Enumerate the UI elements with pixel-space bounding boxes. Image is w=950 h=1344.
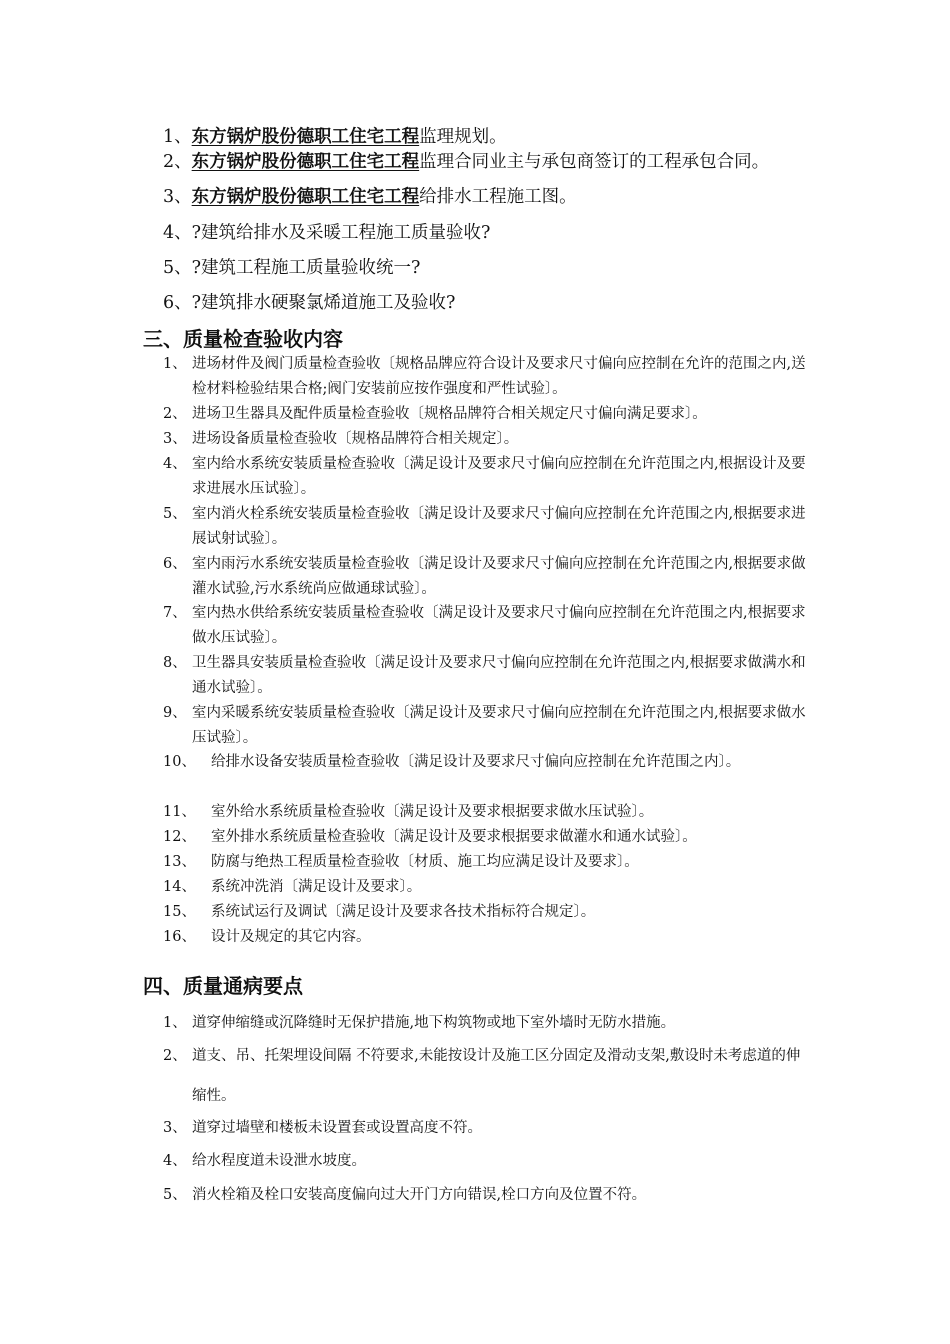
list-item bbox=[163, 825, 813, 850]
item-number: 5、 bbox=[163, 1187, 187, 1203]
list-item bbox=[163, 452, 813, 502]
reference-text: 监理规划。 bbox=[419, 127, 507, 147]
item-text: 进场设备质量检查验收〔规格品牌符合相关规定〕。 bbox=[192, 431, 519, 447]
item-text: 室内给水系统安装质量检查验收〔满足设计及要求尺寸偏向应控制在允许范围之内,根据设计及要求进展水压试验〕。 bbox=[192, 456, 806, 497]
item-number: 14、 bbox=[163, 879, 196, 895]
reference-number: 3、 bbox=[163, 187, 192, 207]
reference-item bbox=[163, 222, 490, 244]
item-text: 室外给水系统质量检查验收〔满足设计及要求根据要求做水压试验〕。 bbox=[211, 804, 654, 820]
list-item bbox=[163, 800, 813, 825]
item-text: 给水程度道未设泄水坡度。 bbox=[192, 1153, 366, 1169]
reference-number: 2、 bbox=[163, 152, 192, 172]
item-text: 系统冲洗消〔满足设计及要求〕。 bbox=[211, 879, 422, 895]
list-item bbox=[163, 900, 813, 925]
item-text: 进场材件及阀门质量检查验收〔规格品牌应符合设计及要求尺寸偏向应控制在允许的范围之内,送检材料检验结果合格;阀门安装前应按作强度和严性试验〕。 bbox=[192, 356, 806, 397]
list-item bbox=[163, 502, 813, 552]
item-number: 12、 bbox=[163, 829, 196, 845]
reference-number: 6、 bbox=[163, 293, 192, 313]
item-text: 道穿伸缩缝或沉降缝时无保护措施,地下构筑物或地下室外墙时无防水措施。 bbox=[192, 1015, 676, 1031]
item-number: 1、 bbox=[163, 1015, 187, 1031]
item-number: 15、 bbox=[163, 904, 196, 920]
item-text: 消火栓箱及栓口安装高度偏向过大开门方向错误,栓口方向及位置不符。 bbox=[192, 1187, 647, 1203]
item-number: 5、 bbox=[163, 506, 187, 522]
list-item bbox=[163, 1175, 813, 1215]
reference-text: 给排水工程施工图。 bbox=[419, 187, 577, 207]
item-number: 8、 bbox=[163, 655, 187, 671]
item-text: 系统试运行及调试〔满足设计及要求各技术指标符合规定〕。 bbox=[211, 904, 596, 920]
reference-text: ?建筑排水硬聚氯烯道施工及验收? bbox=[191, 293, 456, 313]
item-number: 2、 bbox=[163, 1048, 187, 1064]
list-item bbox=[163, 651, 813, 701]
item-number: 3、 bbox=[163, 1120, 187, 1136]
item-text: 室外排水系统质量检查验收〔满足设计及要求根据要求做灌水和通水试验〕。 bbox=[211, 829, 697, 845]
item-text: 室内雨污水系统安装质量检查验收〔满足设计及要求尺寸偏向应控制在允许范围之内,根据要求做灌水试验,污水系统尚应做通球试验〕。 bbox=[192, 556, 806, 597]
reference-number: 5、 bbox=[163, 258, 192, 278]
project-name: 东方锅炉股份德职工住宅工程 bbox=[191, 127, 420, 147]
item-text: 道支、吊、托架埋设间隔 不符要求,未能按设计及施工区分固定及滑动支架,敷设时未考虑道的伸缩性。 bbox=[192, 1048, 801, 1104]
item-text: 设计及规定的其它内容。 bbox=[211, 929, 371, 945]
list-item bbox=[163, 701, 813, 751]
list-item bbox=[163, 352, 813, 402]
reference-item bbox=[163, 126, 507, 148]
item-number: 6、 bbox=[163, 556, 187, 572]
list-item bbox=[163, 750, 813, 775]
item-number: 2、 bbox=[163, 406, 187, 422]
reference-text: ?建筑给排水及采暖工程施工质量验收? bbox=[191, 223, 491, 243]
item-text: 室内采暖系统安装质量检查验收〔满足设计及要求尺寸偏向应控制在允许范围之内,根据要求做水压试验〕。 bbox=[192, 705, 806, 746]
reference-text: 监理合同业主与承包商签订的工程承包合同。 bbox=[419, 152, 770, 172]
section-heading: 四、质量通病要点 bbox=[143, 974, 303, 998]
item-number: 11、 bbox=[163, 804, 196, 820]
reference-item bbox=[163, 257, 420, 279]
reference-item bbox=[163, 151, 769, 173]
item-text: 防腐与绝热工程质量检查验收〔材质、施工均应满足设计及要求〕。 bbox=[211, 854, 639, 870]
item-number: 4、 bbox=[163, 456, 187, 472]
list-item bbox=[163, 925, 813, 950]
item-text: 卫生器具安装质量检查验收〔满足设计及要求尺寸偏向应控制在允许范围之内,根据要求做满水和通水试验〕。 bbox=[192, 655, 806, 696]
reference-item bbox=[163, 292, 455, 314]
item-number: 13、 bbox=[163, 854, 196, 870]
project-name: 东方锅炉股份德职工住宅工程 bbox=[191, 152, 420, 172]
item-number: 4、 bbox=[163, 1153, 187, 1169]
item-number: 1、 bbox=[163, 356, 187, 372]
item-text: 道穿过墙壁和楼板未设置套或设置高度不符。 bbox=[192, 1120, 482, 1136]
list-item bbox=[163, 552, 813, 602]
item-text: 给排水设备安装质量检查验收〔满足设计及要求尺寸偏向应控制在允许范围之内〕。 bbox=[211, 754, 741, 770]
item-number: 16、 bbox=[163, 929, 196, 945]
list-item bbox=[163, 427, 813, 452]
item-number: 10、 bbox=[163, 754, 196, 770]
list-item bbox=[163, 875, 813, 900]
item-number: 9、 bbox=[163, 705, 187, 721]
reference-number: 4、 bbox=[163, 223, 192, 243]
project-name: 东方锅炉股份德职工住宅工程 bbox=[191, 187, 420, 207]
list-item bbox=[163, 402, 813, 427]
item-text: 室内消火栓系统安装质量检查验收〔满足设计及要求尺寸偏向应控制在允许范围之内,根据要求进展试射试验〕。 bbox=[192, 506, 806, 547]
item-text: 进场卫生器具及配件质量检查验收〔规格品牌符合相关规定尺寸偏向满足要求〕。 bbox=[192, 406, 707, 422]
item-number: 3、 bbox=[163, 431, 187, 447]
reference-item bbox=[163, 186, 577, 208]
list-item bbox=[163, 850, 813, 875]
reference-number: 1、 bbox=[163, 127, 192, 147]
item-number: 7、 bbox=[163, 605, 187, 621]
list-item bbox=[163, 1036, 813, 1116]
list-item bbox=[163, 601, 813, 651]
section-heading: 三、质量检查验收内容 bbox=[143, 327, 343, 351]
reference-text: ?建筑工程施工质量验收统一? bbox=[191, 258, 421, 278]
item-text: 室内热水供给系统安装质量检查验收〔满足设计及要求尺寸偏向应控制在允许范围之内,根据要求做水压试验〕。 bbox=[192, 605, 806, 646]
